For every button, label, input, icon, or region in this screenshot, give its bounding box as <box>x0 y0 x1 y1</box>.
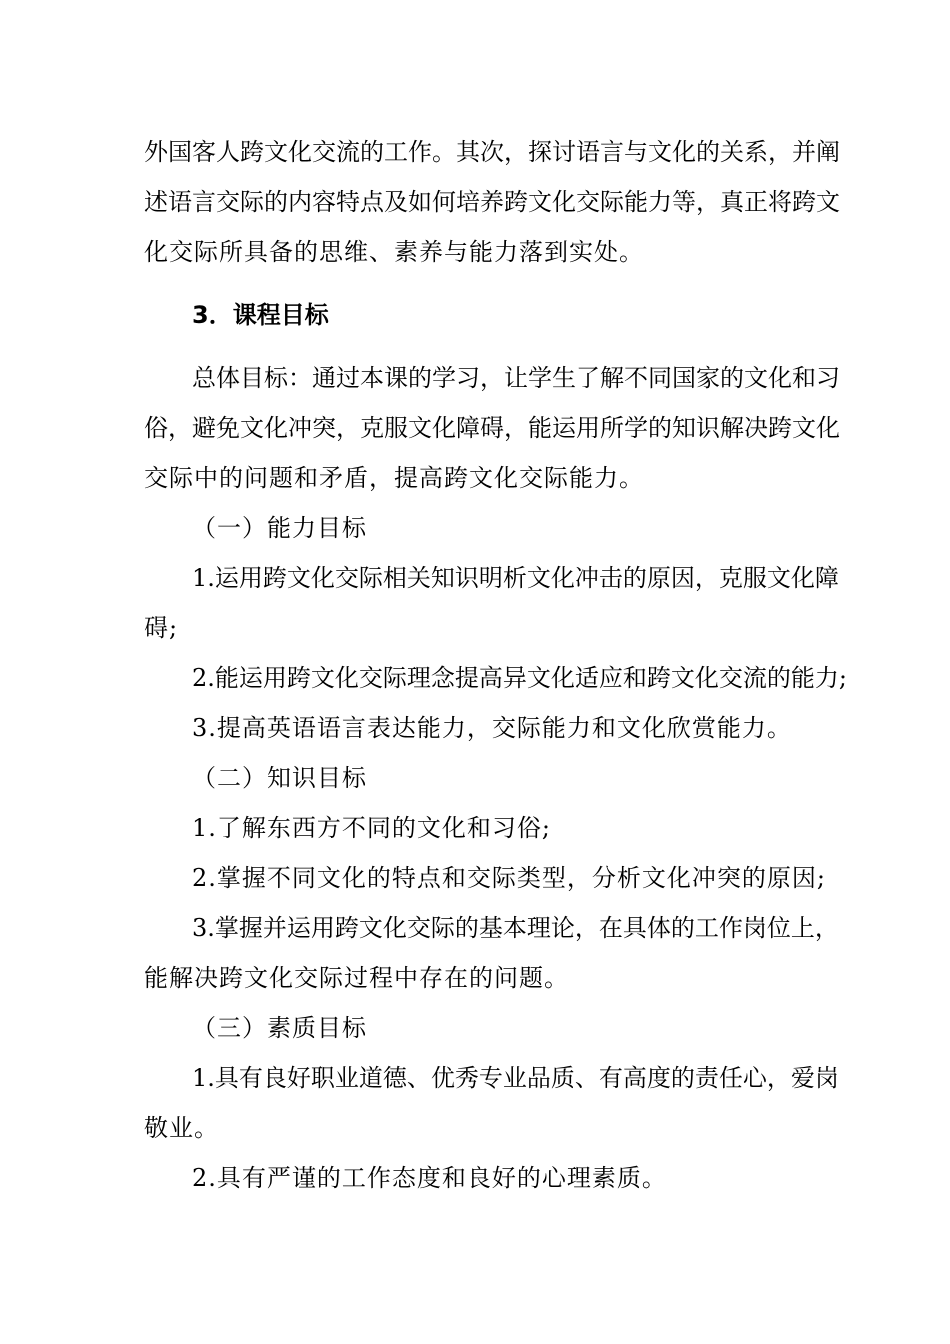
ability-heading: （一）能力目标 <box>192 514 367 542</box>
overall-goal-line-3: 交际中的问题和矛盾，提高跨文化交际能力。 <box>144 464 644 492</box>
ability-item-1-line-2: 碍; <box>144 614 179 642</box>
ability-item-3: 3.提高英语语言表达能力，交际能力和文化欣赏能力。 <box>192 714 792 742</box>
quality-item-1-line-2: 敬业。 <box>144 1114 219 1142</box>
quality-heading: （三）素质目标 <box>192 1014 367 1042</box>
ability-item-2: 2.能运用跨文化交际理念提高异文化适应和跨文化交流的能力; <box>192 664 847 692</box>
intro-line-3: 化交际所具备的思维、素养与能力落到实处。 <box>144 238 644 266</box>
knowledge-item-1: 1.了解东西方不同的文化和习俗; <box>192 814 551 842</box>
section-heading: 3．课程目标 <box>192 301 329 329</box>
overall-goal-line-1: 总体目标：通过本课的学习，让学生了解不同国家的文化和习 <box>192 364 840 392</box>
knowledge-item-3-line-1: 3.掌握并运用跨文化交际的基本理论，在具体的工作岗位上， <box>192 914 839 942</box>
knowledge-heading: （二）知识目标 <box>192 764 367 792</box>
knowledge-item-3-line-2: 能解决跨文化交际过程中存在的问题。 <box>144 964 569 992</box>
intro-line-1: 外国客人跨文化交流的工作。其次，探讨语言与文化的关系，并阐 <box>144 138 840 166</box>
ability-item-1-line-1: 1.运用跨文化交际相关知识明析文化冲击的原因，克服文化障 <box>192 564 839 592</box>
quality-item-1-line-1: 1.具有良好职业道德、优秀专业品质、有高度的责任心，爱岗 <box>192 1064 839 1092</box>
quality-item-2: 2.具有严谨的工作态度和良好的心理素质。 <box>192 1164 667 1192</box>
intro-line-2: 述语言交际的内容特点及如何培养跨文化交际能力等，真正将跨文 <box>144 188 840 216</box>
overall-goal-line-2: 俗，避免文化冲突，克服文化障碍，能运用所学的知识解决跨文化 <box>144 414 840 442</box>
knowledge-item-2: 2.掌握不同文化的特点和交际类型，分析文化冲突的原因; <box>192 864 826 892</box>
